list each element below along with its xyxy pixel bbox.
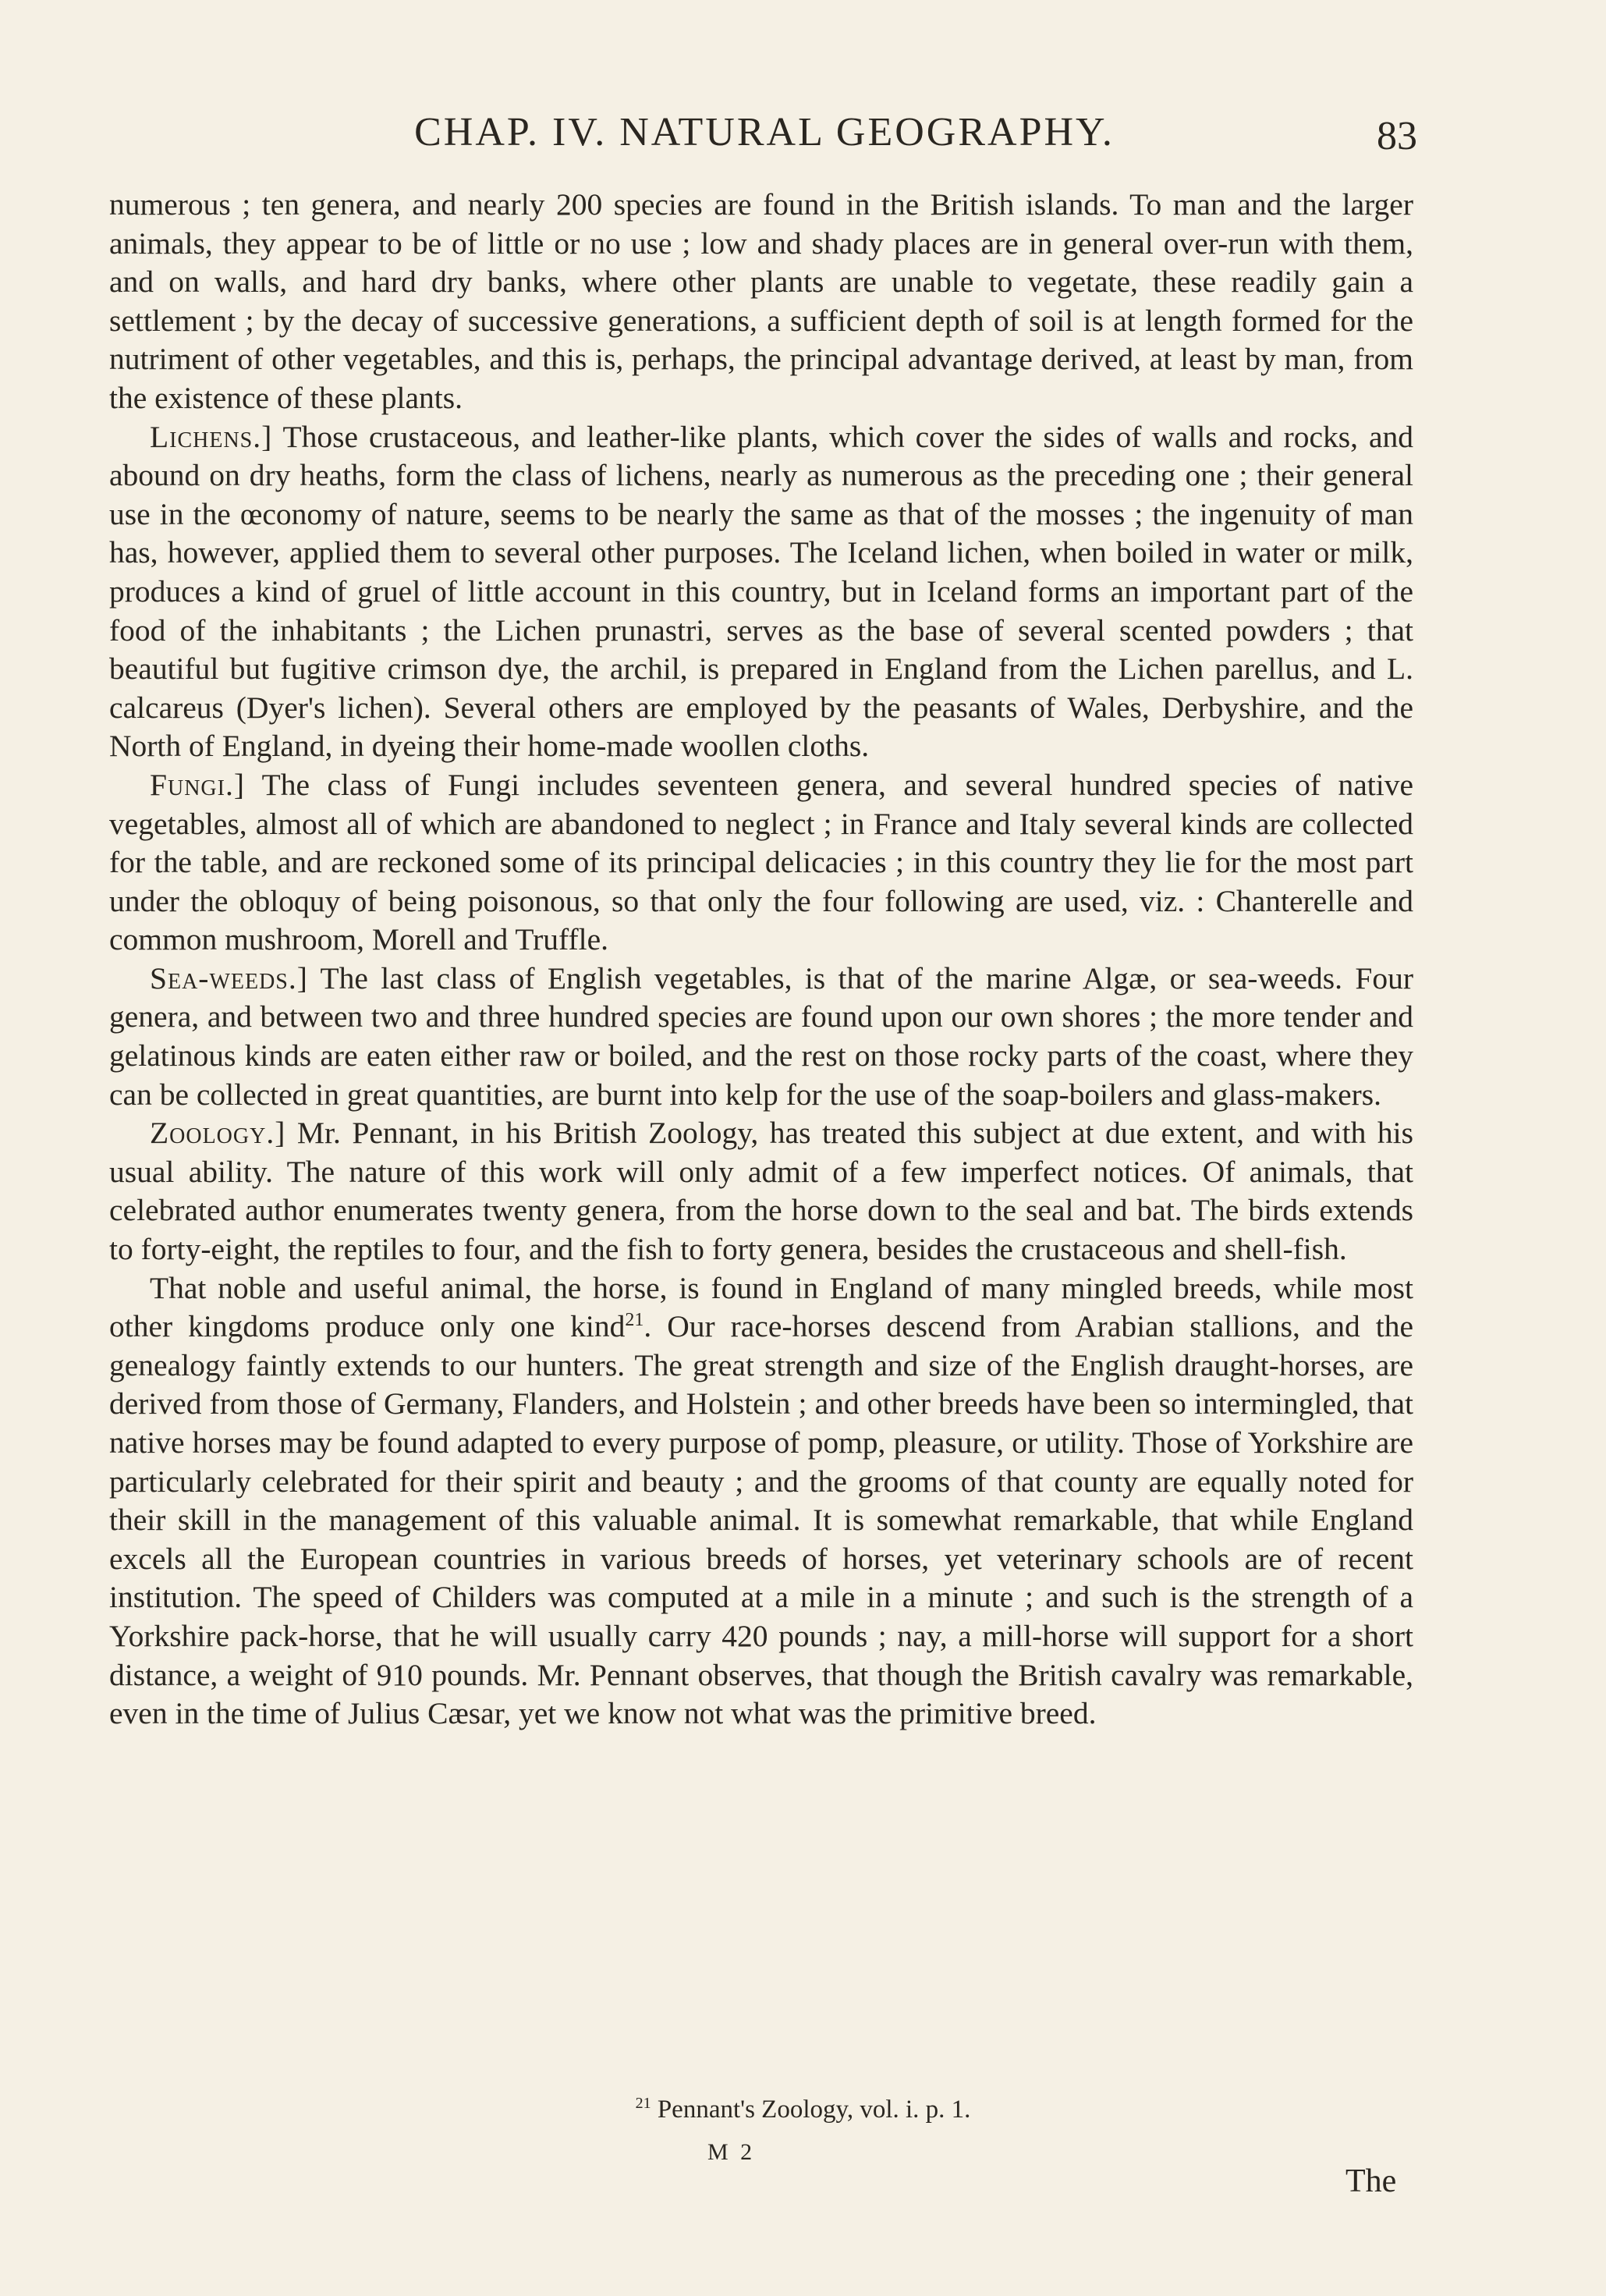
section-heading-fungi: Fungi.] [150, 767, 245, 802]
section-heading-zoology: Zoology.] [150, 1116, 286, 1151]
paragraph-text: Those crustaceous, and leather-like plants, which cover the sides of walls and rocks, and abound on dry heaths, form the class of lichens, nearly as numerous as the preceding one ; their general use in the œconomy of nature, seems to be nearly the same as that of the mosses ; the ingenuity of man has, however, applied them to several other purposes. The Iceland lichen, when boiled in water or milk, produces a kind of gruel of little account in this country, but in Iceland forms an important part of the food of the inhabitants ; the Lichen prunastri, serves as the base of several scented powders ; that beautiful but fugitive crimson dye, the archil, is prepared in England from the Lichen parellus, and L. calcareus (Dyer's lichen). Several others are employed by the peasants of Wales, Derbyshire, and the North of England, in dyeing their home-made woollen cloths. [109, 419, 1413, 764]
page-number: 83 [1377, 114, 1417, 158]
footnote-mark: 21 [635, 2095, 651, 2112]
footnote-reference[interactable]: 21 [625, 1310, 644, 1331]
paragraph-horse [109, 1269, 1413, 1734]
body-text [109, 186, 1413, 1734]
paragraph-fungi [109, 766, 1413, 960]
section-heading-lichens: Lichens.] [150, 419, 273, 454]
paragraph-text: numerous ; ten genera, and nearly 200 species are found in the British islands. To man and the larger animals, they appear to be of little or no use ; low and shady places are in general over-run with them, and on walls, and hard dry banks, where other plants are unable to vegetate, these readily gain a settlement ; by the decay of successive generations, a sufficient depth of soil is at length formed for the nutriment of other vegetables, and this is, perhaps, the principal advantage derived, at least by man, from the existence of these plants. [109, 187, 1413, 415]
running-title: CHAP. IV. NATURAL GEOGRAPHY. [414, 110, 1115, 154]
paragraph-sea-weeds [109, 960, 1413, 1114]
paragraph-text-before-note: That noble and useful animal, the horse, is found in England of many mingled breeds, while most other kingdoms produce only one kind [109, 1270, 1413, 1344]
signature-mark: M 2 [707, 2139, 756, 2165]
section-heading-sea-weeds: Sea-weeds.] [150, 960, 308, 995]
paragraph-text: The last class of English vegetables, is that of the marine Algæ, or sea-weeds. Four genera, and between two and three hundred species are found upon our own shores ; the more tender and gelatinous kinds are eaten either raw or boiled, and the rest on those rocky parts of the coast, where they can be collected in great quantities, are burnt into kelp for the use of the soap-boilers and glass-makers. [109, 960, 1413, 1112]
paragraph-text: The class of Fungi includes seventeen genera, and several hundred species of native vegetables, almost all of which are abandoned to neglect ; in France and Italy several kinds are collected for the table, and are reckoned some of its principal delicacies ; in this country they lie for the most part under the obloquy of being poisonous, so that only the four following are used, viz. : Chanterelle and common mushroom, Morell and Truffle. [109, 767, 1413, 957]
paragraph-zoology [109, 1114, 1413, 1269]
paragraph-mosses-continued [109, 186, 1413, 418]
paragraph-lichens [109, 418, 1413, 766]
paragraph-text: . Our race-horses descend from Arabian stallions, and the genealogy faintly extends to our hunters. The great strength and size of the English draught-horses, are derived from those of Germany, Flanders, and Holstein ; and other breeds have been so intermingled, that native horses may be found adapted to every purpose of pomp, pleasure, or utility. Those of Yorkshire are particularly celebrated for their spirit and beauty ; and the grooms of that county are equally noted for their skill in the management of this valuable animal. It is somewhat remarkable, that while England excels all the European countries in various breeds of horses, yet veterinary schools are of recent institution. The speed of Childers was computed at a mile in a minute ; and such is the strength of a Yorkshire pack-horse, that he will usually carry 420 pounds ; nay, a mill-horse will support for a short distance, a weight of 910 pounds. Mr. Pennant observes, that though the British cavalry was remarkable, even in the time of Julius Cæsar, yet we know not what was the primitive breed. [109, 1309, 1414, 1731]
footnote-text: Pennant's Zoology, vol. i. p. 1. [657, 2095, 971, 2124]
footnote [0, 2095, 1606, 2124]
paragraph-text: Mr. Pennant, in his British Zoology, has treated this subject at due extent, and with his usual ability. The nature of this work will only admit of a few imperfect notices. Of animals, that celebrated author enumerates twenty genera, from the horse down to the seal and bat. The birds extends to forty-eight, the reptiles to four, and the fish to forty genera, besides the crustaceous and shell-fish. [109, 1116, 1413, 1267]
catchword: The [1345, 2163, 1397, 2199]
